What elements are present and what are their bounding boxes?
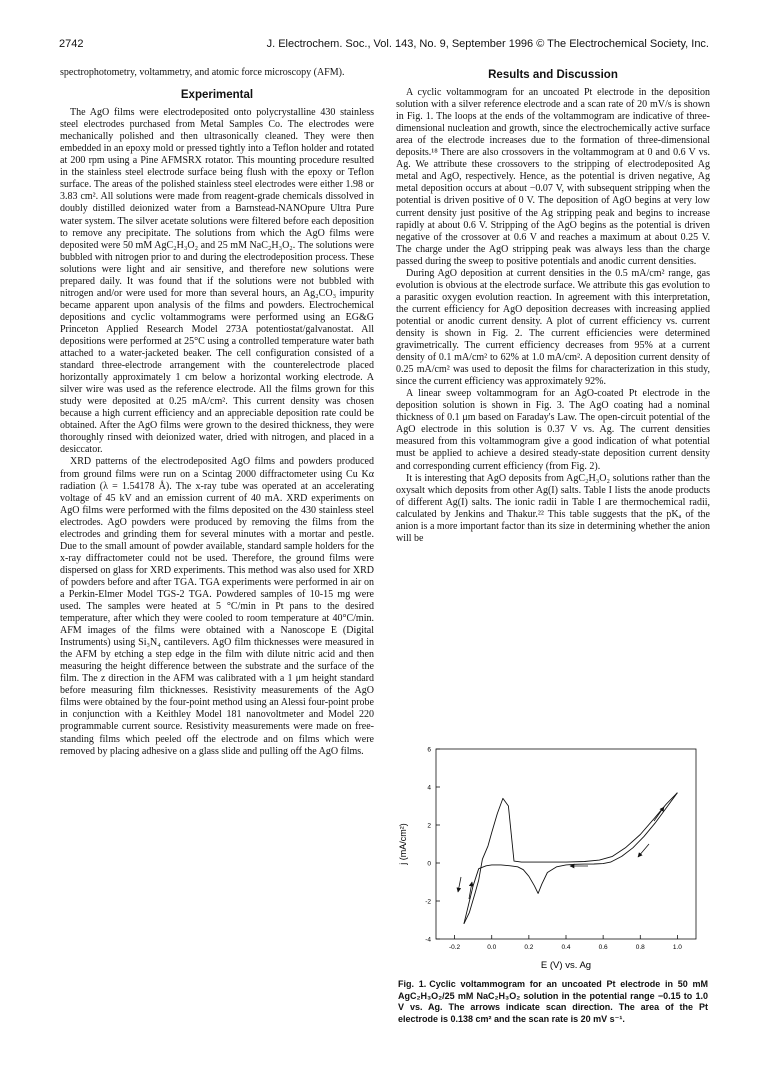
- page-number: 2742: [59, 38, 84, 50]
- left-column: [60, 67, 374, 758]
- voltammogram-series-2: [464, 793, 678, 924]
- x-tick-label: 0.4: [561, 944, 571, 951]
- x-tick-label: -0.2: [448, 944, 461, 951]
- right-column: [396, 67, 710, 545]
- y-tick-label: 0: [427, 860, 431, 868]
- x-tick-label: 1.0: [672, 944, 682, 951]
- scan-arrow-cathodic-low: [458, 877, 461, 892]
- experimental-paragraph-2: XRD patterns of the electrodeposited AgO films and powders produced from ground films were run on a Scintag 2000 diffractometer using Cu Kα radiation (λ = 1.54178 Å). The x-ray tube was operated at an accelerating voltage of 45 kV and an emission current of 40 mA. XRD experiments on AgO films were performed with the films deposited on the 430 stainless steel electrodes. AgO powders were produced by removing the films from the electrodes and grinding them for several minutes with a mortar and pestle. Due to the small amount of powder available, standard sample holders for the x-ray diffractometer could not be used. Therefore, the ground films were dispersed on glass for XRD experiments. This method was also used for XRD of powders before and after TGA. TGA experiments were performed in air on a Perkin-Elmer Model TGS-2 TGA. Powdered samples of 10-15 mg were used. The samples were heated at 5 °C/min in Pt pans to the desired temperature, after which they were cooled to room temperature at 40°C/min. AFM images of the films were obtained with a Nanoscope E (Digital Instruments) using Si₃N₄ cantilevers. AgO film thicknesses were measured in the AFM by etching a step edge in the film with dilute nitric acid and then measuring the height difference between the substrate and the surface of the film. The z direction in the AFM was calibrated with a 1 μm height standard before measuring film thicknesses. Resistivity measurements of the AgO films were obtained by the four-point method using an Alessi four-point probe in conjunction with a Keithley Model 181 nanovoltmeter and Model 220 programmable current source. Resistivity measurements were made on free-standing films which peeled off the electrode and on films which were removed by placing adhesive on a glass slide and pulling off the AgO films.: [60, 456, 374, 757]
- scan-arrow-cathodic-high: [638, 844, 649, 857]
- y-tick-label: -2: [425, 898, 431, 906]
- figure-caption: [398, 979, 708, 1025]
- cyclic-voltammogram-chart: [396, 744, 710, 976]
- experimental-heading: Experimental: [180, 89, 254, 102]
- y-axis-ticks: [425, 747, 440, 944]
- x-tick-label: 0.2: [524, 944, 534, 951]
- caption-label: Fig. 1.: [398, 979, 427, 989]
- voltammogram-series-1: [464, 793, 678, 924]
- running-header: [59, 38, 709, 54]
- x-axis-ticks: [449, 935, 682, 951]
- experimental-paragraph-1: The AgO films were electrodeposited onto polycrystalline 430 stainless steel electrodes purchased from Metal Samples Co. The electrodes were mechanically polished and then ultrasonically cleaned. They were then embedded in an epoxy mold or pressed tightly into a Teflon holder and rotated at 200 rpm using a Pine AFMSRX rotator. This mounting procedure resulted in the stainless steel electrode surface being flush with the epoxy or Teflon surface. The areas of the polished stainless steel electrodes were either 1.98 or 3.83 cm². All solutions were made from reagent-grade chemicals dissolved in doubly distilled deionized water from a Barnstead-NANOpure Ultra Pure water system. The silver acetate solutions were filtered before each deposition to remove any precipitate. The solutions from which the AgO films were deposited were 50 mM AgC₂H₃O₂ and 25 mM NaC₂H₃O₂. The solutions were bubbled with nitrogen prior to and during the electrodeposition process. These solutions were light and air sensitive, and therefore new solutions were prepared daily. It was found that if the solutions were not bubbled with nitrogen and/or were used for more than several hours, an Ag₂CO₃ impurity became apparent upon analysis of the films and powders. Electrochemical depositions and cyclic voltammograms were performed using an EG&G Princeton Applied Research Model 273A potentiostat/galvanostat. All depositions were performed at 25°C using a controlled temperature water bath attached to a water-jacketed beaker. The cell configuration consisted of a standard three-electrode arrangement with the counterelectrode placed horizontally approximately 1 cm below a horizontal working electrode. A silver wire was used as the reference electrode. All the films grown for this study were deposited at 0.25 mA/cm². This current density was chosen because a high current efficiency and an appreciable deposition rate could be obtained. After the AgO films were grown to the desired thickness, they were thoroughly rinsed with deionized water, dried with nitrogen, and placed in a desiccator.: [60, 107, 374, 456]
- plot-frame: [436, 749, 696, 939]
- journal-citation: J. Electrochem. Soc., Vol. 143, No. 9, September 1996 © The Electrochemical Society, Inc.: [266, 38, 709, 50]
- results-paragraph-3: A linear sweep voltammogram for an AgO-coated Pt electrode in the deposition solution is shown in Fig. 3. The AgO coating had a nominal thickness of 0.1 μm based on Faraday's Law. The open-circuit potential of the AgO electrode in this solution is 0.37 V vs. Ag. The current densities measured from this voltammogram give a good indication of what potential must be applied to achieve a desired steady-state deposition current density and corresponding current efficiency (from Fig. 2).: [396, 388, 710, 472]
- y-tick-label: 2: [427, 822, 431, 830]
- x-tick-label: 0.8: [635, 944, 645, 951]
- caption-text: Cyclic voltammogram for an uncoated Pt electrode in 50 mM AgC₂H₃O₂/25 mM NaC₂H₃O₂ solution in the potential range −0.15 to 1.0 V vs. Ag. The arrows indicate scan direction. The area of the Pt electrode is 0.138 cm² and the scan rate is 20 mV s⁻¹.: [398, 979, 708, 1024]
- y-tick-label: -4: [425, 936, 431, 944]
- figure-1: [396, 744, 710, 976]
- intro-fragment: spectrophotometry, voltammetry, and atomic force microscopy (AFM).: [60, 67, 345, 78]
- results-paragraph-1: A cyclic voltammogram for an uncoated Pt electrode in the deposition solution with a silver reference electrode and a scan rate of 20 mV/s is shown in Fig. 1. The loops at the ends of the voltammogram are indicative of three-dimensional nucleation and growth, since the electrochemically active surface area of the electrode increases due to the formation of three-dimensional deposits.¹⁸ There are also crossovers in the voltammogram at 0 and 0.6 V vs. Ag. We attribute these crossovers to the stripping of electrodeposited Ag metal and AgO, respectively. Hence, as the potential is driven negative, Ag metal deposition occurs at about −0.07 V, with subsequent stripping when the potential is driven positive of 0 V. The deposition of AgO begins at very low current density just positive of the Ag stripping peak and begins to increase rapidly at about 0.6 V. Stripping of the AgO begins as the potential is driven negative of the crossover at 0.6 V and reaches a maximum at about 0.25 V. The charge under the AgO stripping peak was always less than the charge passed during the sweep to positive potentials and anodic current densities.: [396, 87, 710, 267]
- results-paragraph-2: During AgO deposition at current densities in the 0.5 mA/cm² range, gas evolution is obvious at the electrode surface. We attribute this gas evolution to a parasitic oxygen evolution reaction. In agreement with this interpretation, the current efficiency for AgO deposition decreases with increasing applied potential or anodic current density. A plot of current efficiency vs. current density is shown in Fig. 2. The current efficiencies were determined gravimetrically. The current efficiency decreases from 95% at a current density of 0.1 mA/cm² to 62% at 1.0 mA/cm². A deposition current density of 0.25 mA/cm² was used to deposit the films for characterization in this study, since the current efficiency was approximately 92%.: [396, 267, 710, 388]
- x-axis-label: E (V) vs. Ag: [540, 960, 592, 971]
- results-heading: Results and Discussion: [488, 69, 618, 81]
- x-tick-label: 0.6: [598, 944, 608, 951]
- x-tick-label: 0.0: [487, 944, 497, 951]
- scan-direction-arrows: [458, 807, 664, 899]
- series-group: [464, 793, 678, 924]
- y-tick-label: 6: [427, 746, 431, 754]
- y-axis-label: j (mA/cm²): [398, 823, 408, 865]
- y-tick-label: 4: [427, 784, 431, 792]
- results-paragraph-4: It is interesting that AgO deposits from AgC₂H₃O₂ solutions rather than the oxysalt which deposits from other Ag(I) salts. Table I lists the anode products of different Ag(I) salts. The ionic radii in Table I are thermochemical radii, calculated by Jenkins and Thakur.²² This table suggests that the pKₐ of the anion is a more important factor than its size in determining whether the anion will be: [396, 472, 710, 544]
- scan-arrow-anodic-high: [654, 807, 664, 821]
